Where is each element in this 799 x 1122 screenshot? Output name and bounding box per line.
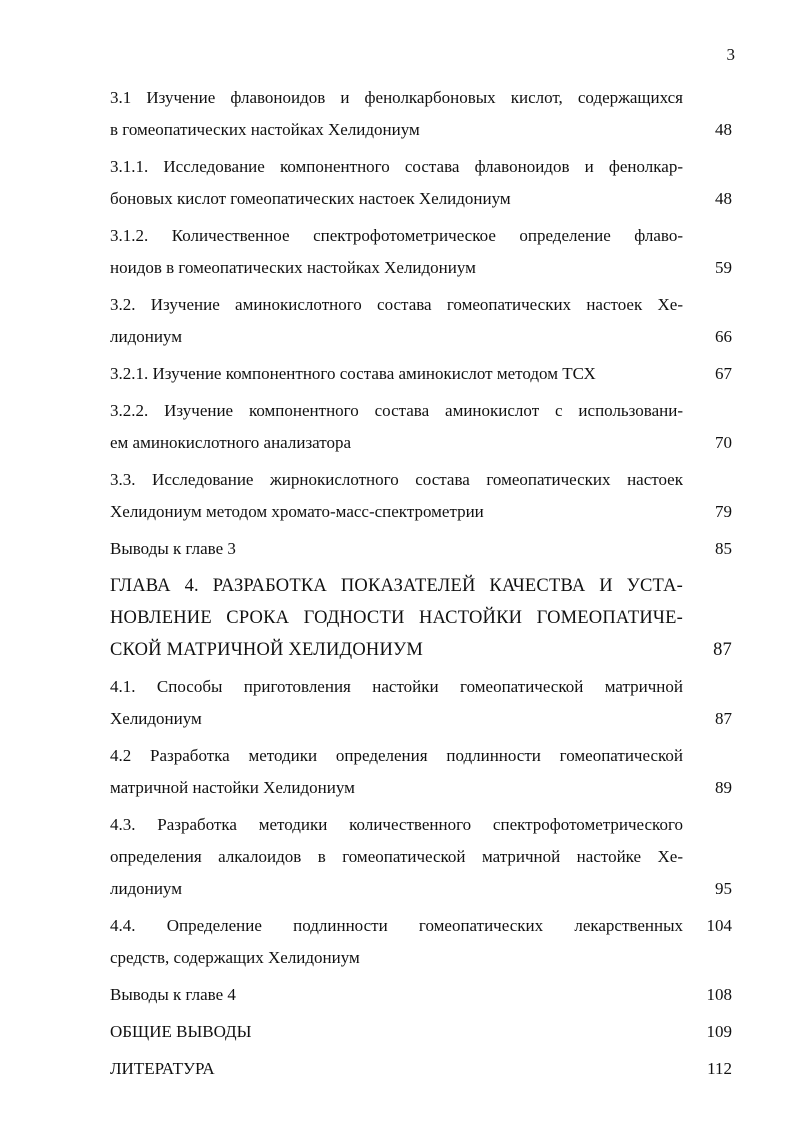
toc-entry-line [110, 183, 732, 215]
toc-entry-text: ОБЩИЕ ВЫВОДЫ [110, 1022, 252, 1041]
toc-entry[interactable] [110, 740, 732, 804]
toc-entry-text: средств, содержащих Хелидониум [110, 948, 360, 967]
toc-entry-line [110, 321, 732, 353]
toc-entry[interactable] [110, 1016, 732, 1048]
toc-entry-line [110, 910, 732, 942]
toc-entry-line [110, 602, 732, 634]
toc-entry-line [110, 772, 732, 804]
toc-entry[interactable] [110, 1053, 732, 1085]
toc-entry-text: 3.1.1. Исследование компонентного состава флавоноидов и фенолкар- [110, 157, 683, 176]
toc-entry-text: 4.4. Определение подлинности гомеопатических лекарственных [110, 916, 683, 935]
toc-entry-text: СКОЙ МАТРИЧНОЙ ХЕЛИДОНИУМ [110, 640, 423, 660]
toc-entry[interactable] [110, 464, 732, 528]
toc-entry-text: 3.2. Изучение аминокислотного состава гомеопатических настоек Хе- [110, 295, 683, 314]
toc-entry[interactable] [110, 570, 732, 666]
toc-entry[interactable] [110, 809, 732, 905]
toc-entry-line [110, 358, 732, 390]
toc-entry-text: 4.1. Способы приготовления настойки гомеопатической матричной [110, 677, 683, 696]
toc-entry-text: 3.2.1. Изучение компонентного состава аминокислот методом ТСХ [110, 364, 596, 383]
toc-entry-line [110, 873, 732, 905]
toc-page-number: 85 [715, 539, 732, 558]
toc-page-number: 89 [715, 778, 732, 797]
toc-entry-text: 4.3. Разработка методики количественного спектрофотометрического [110, 815, 683, 834]
toc-page-number: 59 [715, 258, 732, 277]
toc-entry-line [110, 289, 732, 321]
toc-entry-text: лидониум [110, 327, 182, 346]
toc-entry[interactable] [110, 220, 732, 284]
toc-entry-text: боновых кислот гомеопатических настоек Хелидониум [110, 189, 511, 208]
toc-entry-text: матричной настойки Хелидониум [110, 778, 355, 797]
toc-entry-line [110, 703, 732, 735]
toc-entry-line [110, 740, 732, 772]
toc-entry-line [110, 496, 732, 528]
toc-entry[interactable] [110, 533, 732, 565]
toc-entry-text: лидониум [110, 879, 182, 898]
toc-page-number: 87 [713, 640, 732, 660]
toc-entry[interactable] [110, 358, 732, 390]
toc-entry[interactable] [110, 82, 732, 146]
toc-entry-text: 3.2.2. Изучение компонентного состава аминокислот с использовани- [110, 401, 683, 420]
toc-entry-text: Хелидониум методом хромато-масс-спектрометрии [110, 502, 484, 521]
toc-page-number: 104 [706, 916, 732, 935]
toc-page-number: 109 [706, 1022, 732, 1041]
toc-entry[interactable] [110, 151, 732, 215]
toc-entry-line [110, 220, 732, 252]
toc-entry-text: НОВЛЕНИЕ СРОКА ГОДНОСТИ НАСТОЙКИ ГОМЕОПАТИЧЕ- [110, 608, 683, 628]
toc-entry[interactable] [110, 289, 732, 353]
toc-entry-text: 3.3. Исследование жирнокислотного состава гомеопатических настоек [110, 470, 683, 489]
toc-entry-text: 4.2 Разработка методики определения подлинности гомеопатической [110, 746, 683, 765]
toc-entry[interactable] [110, 979, 732, 1011]
toc-entry-line [110, 979, 732, 1011]
toc-page-number: 70 [715, 433, 732, 452]
toc-page-number: 48 [715, 120, 732, 139]
toc-entry-text: определения алкалоидов в гомеопатической матричной настойке Хе- [110, 847, 683, 866]
toc-entry-line [110, 841, 732, 873]
toc-entry[interactable] [110, 671, 732, 735]
toc-entry-line [110, 570, 732, 602]
toc-entry-line [110, 427, 732, 459]
toc-entry-line [110, 533, 732, 565]
toc-page-number: 95 [715, 879, 732, 898]
toc-entry-line [110, 114, 732, 146]
toc-entry-line [110, 151, 732, 183]
toc-entry-line [110, 942, 732, 974]
toc-page-number: 67 [715, 364, 732, 383]
toc-page-number: 108 [706, 985, 732, 1004]
toc-page-number: 79 [715, 502, 732, 521]
toc-entry-line [110, 634, 732, 666]
toc-entry-line [110, 671, 732, 703]
toc-entry-line [110, 82, 732, 114]
toc-entry-text: ноидов в гомеопатических настойках Хелидониум [110, 258, 476, 277]
toc-entry[interactable] [110, 910, 732, 974]
toc-entry-text: Выводы к главе 4 [110, 985, 236, 1004]
toc-entry-line [110, 1053, 732, 1085]
toc-entry-text: 3.1.2. Количественное спектрофотометрическое определение флаво- [110, 226, 683, 245]
toc-entry-line [110, 464, 732, 496]
toc-entry-text: Выводы к главе 3 [110, 539, 236, 558]
table-of-contents [110, 82, 732, 1090]
toc-entry[interactable] [110, 395, 732, 459]
toc-entry-line [110, 395, 732, 427]
toc-page-number: 66 [715, 327, 732, 346]
toc-entry-text: ЛИТЕРАТУРА [110, 1059, 215, 1078]
toc-entry-text: ГЛАВА 4. РАЗРАБОТКА ПОКАЗАТЕЛЕЙ КАЧЕСТВА И УСТА- [110, 576, 683, 596]
page-number: 3 [726, 45, 735, 64]
toc-entry-text: ем аминокислотного анализатора [110, 433, 352, 452]
toc-entry-line [110, 809, 732, 841]
toc-entry-text: 3.1 Изучение флавоноидов и фенолкарбоновых кислот, содержащихся [110, 88, 683, 107]
toc-page-number: 112 [707, 1059, 732, 1078]
toc-entry-line [110, 1016, 732, 1048]
toc-page-number: 48 [715, 189, 732, 208]
toc-page-number: 87 [715, 709, 732, 728]
toc-entry-line [110, 252, 732, 284]
toc-entry-text: Хелидониум [110, 709, 202, 728]
toc-entry-text: в гомеопатических настойках Хелидониум [110, 120, 420, 139]
